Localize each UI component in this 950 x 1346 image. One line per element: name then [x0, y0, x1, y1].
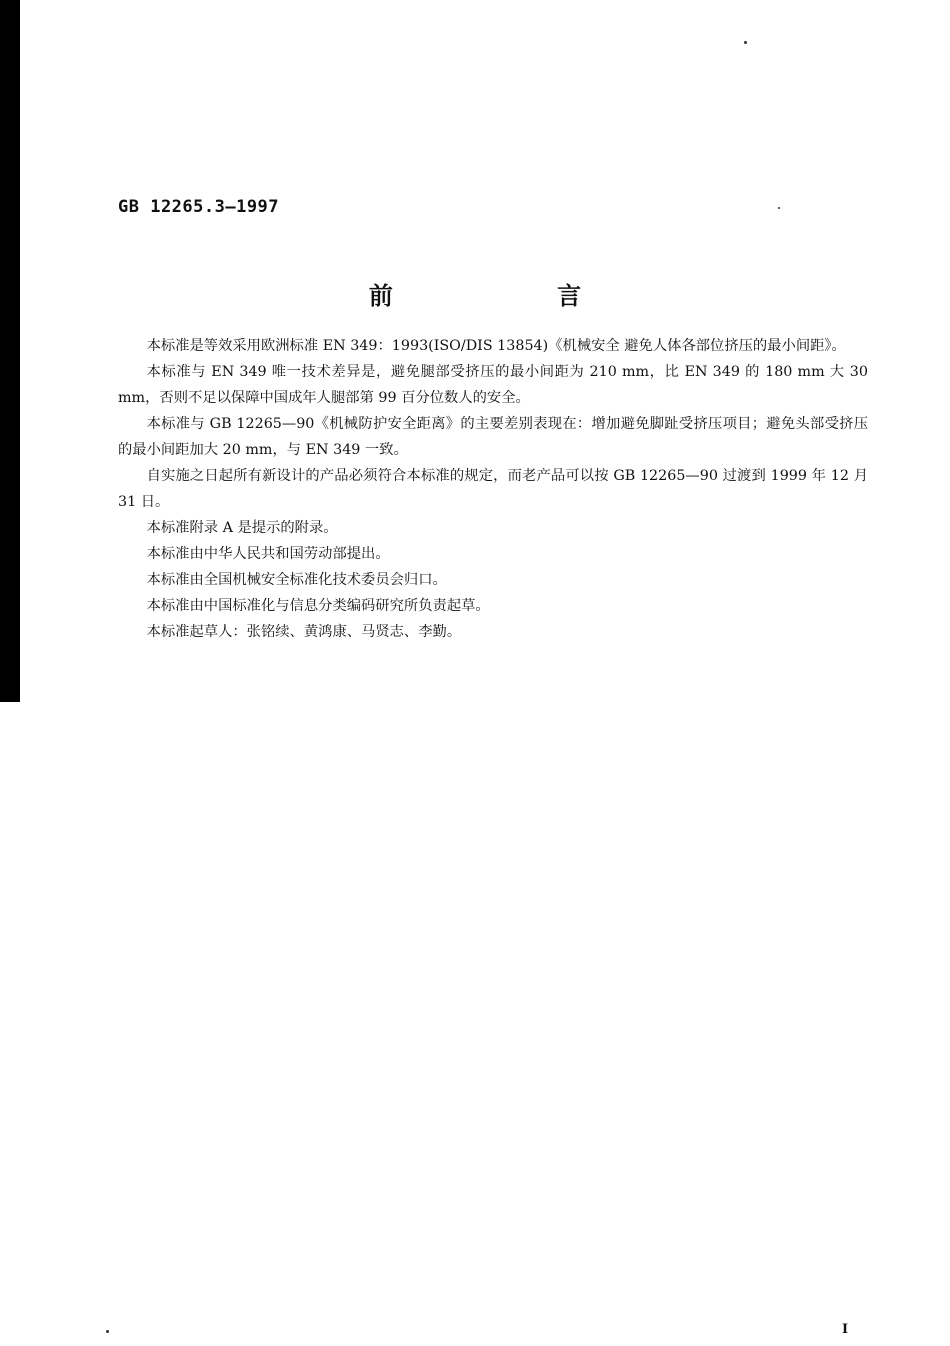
paragraph-appendix: 本标准附录 A 是提示的附录。 [146, 520, 338, 536]
scan-edge [0, 0, 20, 702]
scan-speck [744, 41, 747, 44]
paragraph-centralized: 本标准由全国机械安全标准化技术委员会归口。 [146, 572, 447, 588]
scan-speck [106, 1330, 109, 1333]
paragraph-technical-difference: 本标准与 EN 349 唯一技术差异是，避免腿部受挤压的最小间距为 210 mm，比 EN 349 的 180 mm 大 30 mm，否则不足以保障中国成年人腿部第 99 百分位数人的安全。 [118, 364, 868, 406]
page-title: 前 言 [368, 281, 660, 310]
paragraph-main-differences: 本标准与 GB 12265—90《机械防护安全距离》的主要差别表现在：增加避免脚趾受挤压项目；避免头部受挤压的最小间距加大 20 mm，与 EN 349 一致。 [118, 416, 868, 458]
page-number: I [842, 1322, 849, 1337]
paragraph-drafting-org: 本标准由中国标准化与信息分类编码研究所负责起草。 [146, 598, 490, 614]
paragraph-proposer: 本标准由中华人民共和国劳动部提出。 [146, 546, 390, 562]
foreword-body [118, 333, 868, 645]
paragraph-drafters: 本标准起草人：张铭续、黄鸿康、马贤志、李勤。 [146, 624, 462, 640]
scan-speck [778, 207, 780, 209]
standard-code: GB 12265.3—1997 [118, 197, 280, 217]
paragraph-implementation: 自实施之日起所有新设计的产品必须符合本标准的规定，而老产品可以按 GB 12265—90 过渡到 1999 年 12 月 31 日。 [118, 468, 868, 510]
paragraph-adoption: 本标准是等效采用欧洲标准 EN 349：1993(ISO/DIS 13854)《机械安全 避免人体各部位挤压的最小间距》。 [146, 338, 846, 354]
